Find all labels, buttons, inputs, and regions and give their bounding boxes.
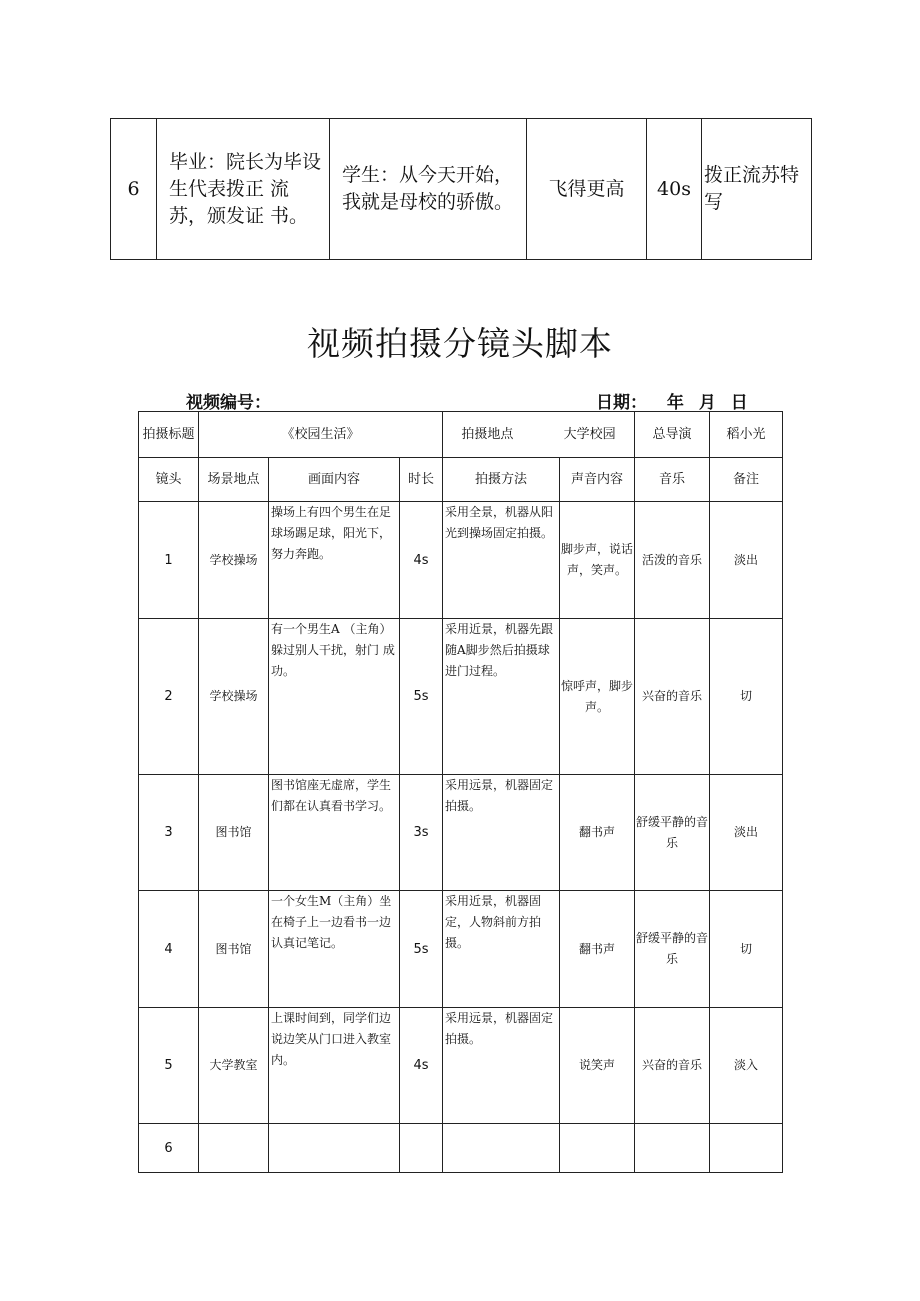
music: 兴奋的音乐	[635, 619, 710, 775]
shot-rows	[139, 502, 783, 1173]
shot-header: 镜头	[139, 458, 199, 502]
sound-header: 声音内容	[560, 458, 635, 502]
duration: 4s	[400, 502, 443, 619]
page-title: 视频拍摄分镜头脚本	[307, 324, 613, 363]
shot-script-table	[138, 411, 783, 1173]
shoot-method: 采用远景，机器固定拍摄。	[443, 775, 560, 891]
scene-content: 有一个男生A （主角） 躲过别人干扰，射门 成功。	[269, 619, 400, 775]
content-header: 画面内容	[269, 458, 400, 502]
date-day: 日	[730, 393, 748, 413]
location-value: 大学校园	[563, 427, 616, 442]
sound-content: 说笑声	[560, 1008, 635, 1124]
music-header: 音乐	[635, 458, 710, 502]
shoot-method	[443, 1124, 560, 1173]
shoot-method: 采用近景，机器先跟随A脚步然后拍摄球进门过程。	[443, 619, 560, 775]
scene-content: 上课时间到，同学们边说边笑从门口进入教室内。	[269, 1008, 400, 1124]
shoot-method: 采用全景，机器从阳光到操场固定拍摄。	[443, 502, 560, 619]
shot-number: 2	[139, 619, 199, 775]
duration	[400, 1124, 443, 1173]
duration: 40s	[647, 119, 702, 260]
table-row	[139, 775, 783, 891]
scene-place: 学校操场	[199, 619, 269, 775]
header-row	[139, 458, 783, 502]
table-row	[139, 619, 783, 775]
shoot-method: 采用近景，机器固定，人物斜前方拍摄。	[443, 891, 560, 1008]
sound-content: 脚步声，说话声，笑声。	[560, 502, 635, 619]
scene-content: 图书馆座无虚席，学生们都在认真看书学习。	[269, 775, 400, 891]
note	[710, 1124, 783, 1173]
sound-content	[560, 1124, 635, 1173]
title-value: 《校园生活》	[199, 412, 443, 458]
scene-place: 图书馆	[199, 775, 269, 891]
sound-content: 翻书声	[560, 775, 635, 891]
music: 舒缓平静的音乐	[635, 891, 710, 1008]
method-header: 拍摄方法	[443, 458, 560, 502]
director-label: 总导演	[635, 412, 710, 458]
shot-number: 6	[111, 119, 157, 260]
dialogue: 学生：从今天开始，我就是母校的骄傲。	[330, 119, 527, 260]
scene-description: 毕业：院长为毕设生代表拨正 流苏，颁发证 书。	[157, 119, 330, 260]
music: 飞得更高	[527, 119, 647, 260]
scene-content: 一个女生M（主角）坐在椅子上一边看书一边认真记笔记。	[269, 891, 400, 1008]
shot-number: 6	[139, 1124, 199, 1173]
note: 切	[710, 891, 783, 1008]
info-row	[139, 412, 783, 458]
note-header: 备注	[710, 458, 783, 502]
music: 舒缓平静的音乐	[635, 775, 710, 891]
table-row	[139, 891, 783, 1008]
place-header: 场景地点	[199, 458, 269, 502]
date-field	[596, 388, 748, 413]
title-label: 拍摄标题	[139, 412, 199, 458]
video-number-label: 视频编号：	[186, 393, 271, 413]
note: 淡出	[710, 502, 783, 619]
note: 切	[710, 619, 783, 775]
location-label: 拍摄地点	[461, 427, 514, 442]
table-row	[111, 119, 812, 260]
continuation-table	[110, 118, 812, 260]
location-cell	[443, 412, 635, 458]
scene-content: 操场上有四个男生在足球场踢足球，阳光下，努力奔跑。	[269, 502, 400, 619]
duration: 4s	[400, 1008, 443, 1124]
scene-content	[269, 1124, 400, 1173]
date-label: 日期：	[596, 393, 647, 413]
shot-number: 4	[139, 891, 199, 1008]
table-row	[139, 502, 783, 619]
scene-place: 图书馆	[199, 891, 269, 1008]
duration: 3s	[400, 775, 443, 891]
shot-type: 拨正流苏特 写	[702, 119, 812, 260]
note: 淡入	[710, 1008, 783, 1124]
note: 淡出	[710, 775, 783, 891]
table-row	[139, 1124, 783, 1173]
shot-number: 5	[139, 1008, 199, 1124]
duration: 5s	[400, 891, 443, 1008]
music: 活泼的音乐	[635, 502, 710, 619]
shot-number: 1	[139, 502, 199, 619]
shoot-method: 采用远景，机器固定拍摄。	[443, 1008, 560, 1124]
sound-content: 惊呼声，脚步声。	[560, 619, 635, 775]
date-year: 年	[666, 393, 684, 413]
date-month: 月	[698, 393, 716, 413]
music	[635, 1124, 710, 1173]
table-row	[139, 1008, 783, 1124]
sound-content: 翻书声	[560, 891, 635, 1008]
music: 兴奋的音乐	[635, 1008, 710, 1124]
director-value: 稻小光	[710, 412, 783, 458]
duration: 5s	[400, 619, 443, 775]
shot-number: 3	[139, 775, 199, 891]
scene-place: 大学教室	[199, 1008, 269, 1124]
scene-place: 学校操场	[199, 502, 269, 619]
scene-place	[199, 1124, 269, 1173]
duration-header: 时长	[400, 458, 443, 502]
